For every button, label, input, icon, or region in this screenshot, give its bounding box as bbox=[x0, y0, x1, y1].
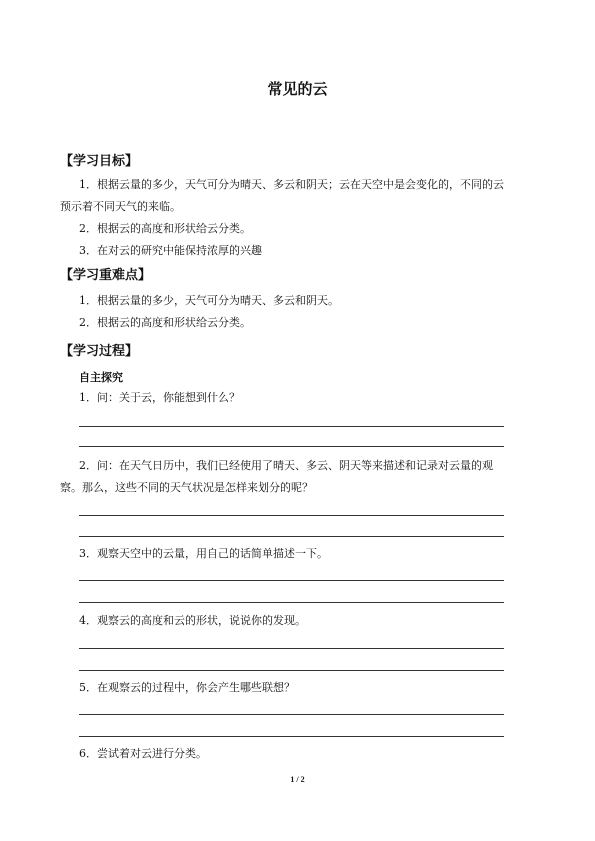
answer-line[interactable] bbox=[79, 580, 504, 581]
goal-line-3: 3．在对云的研究中能保持浓厚的兴趣 bbox=[79, 244, 262, 257]
answer-line[interactable] bbox=[79, 536, 504, 537]
answer-line[interactable] bbox=[79, 446, 504, 447]
answer-line[interactable] bbox=[79, 426, 504, 427]
section-heading-process: 【学习过程】 bbox=[60, 344, 139, 359]
answer-line[interactable] bbox=[79, 515, 504, 516]
question-6: 6．尝试着对云进行分类。 bbox=[79, 747, 207, 760]
question-2-cont: 察。那么，这些不同的天气状况是怎样来划分的呢？ bbox=[60, 481, 313, 494]
question-2: 2．问：在天气日历中，我们已经使用了晴天、多云、阴天等来描述和记录对云量的观 bbox=[79, 459, 493, 472]
key-point-2: 2．根据云的高度和形状给云分类。 bbox=[79, 316, 251, 329]
goal-line-1: 1．根据云量的多少，天气可分为晴天、多云和阴天；云在天空中是会变化的，不同的云 bbox=[79, 178, 504, 191]
answer-line[interactable] bbox=[79, 602, 504, 603]
answer-line[interactable] bbox=[79, 714, 504, 715]
question-5: 5．在观察云的过程中，你会产生哪些联想？ bbox=[79, 681, 295, 694]
question-3: 3．观察天空中的云量，用自己的话简单描述一下。 bbox=[79, 547, 328, 560]
question-1: 1．问：关于云，你能想到什么？ bbox=[79, 391, 240, 404]
section-heading-goals: 【学习目标】 bbox=[60, 154, 139, 169]
subheading-self-study: 自主探究 bbox=[79, 371, 123, 384]
goal-line-1-cont: 预示着不同天气的来临。 bbox=[60, 200, 181, 213]
question-4: 4．观察云的高度和云的形状，说说你的发现。 bbox=[79, 614, 306, 627]
answer-line[interactable] bbox=[79, 736, 504, 737]
key-point-1: 1．根据云量的多少，天气可分为晴天、多云和阴天。 bbox=[79, 294, 339, 307]
section-heading-key-points: 【学习重难点】 bbox=[60, 268, 152, 283]
page-number: 1 / 2 bbox=[290, 775, 305, 784]
page-title: 常见的云 bbox=[267, 80, 328, 98]
answer-line[interactable] bbox=[79, 648, 504, 649]
goal-line-2: 2．根据云的高度和形状给云分类。 bbox=[79, 222, 251, 235]
answer-line[interactable] bbox=[79, 670, 504, 671]
